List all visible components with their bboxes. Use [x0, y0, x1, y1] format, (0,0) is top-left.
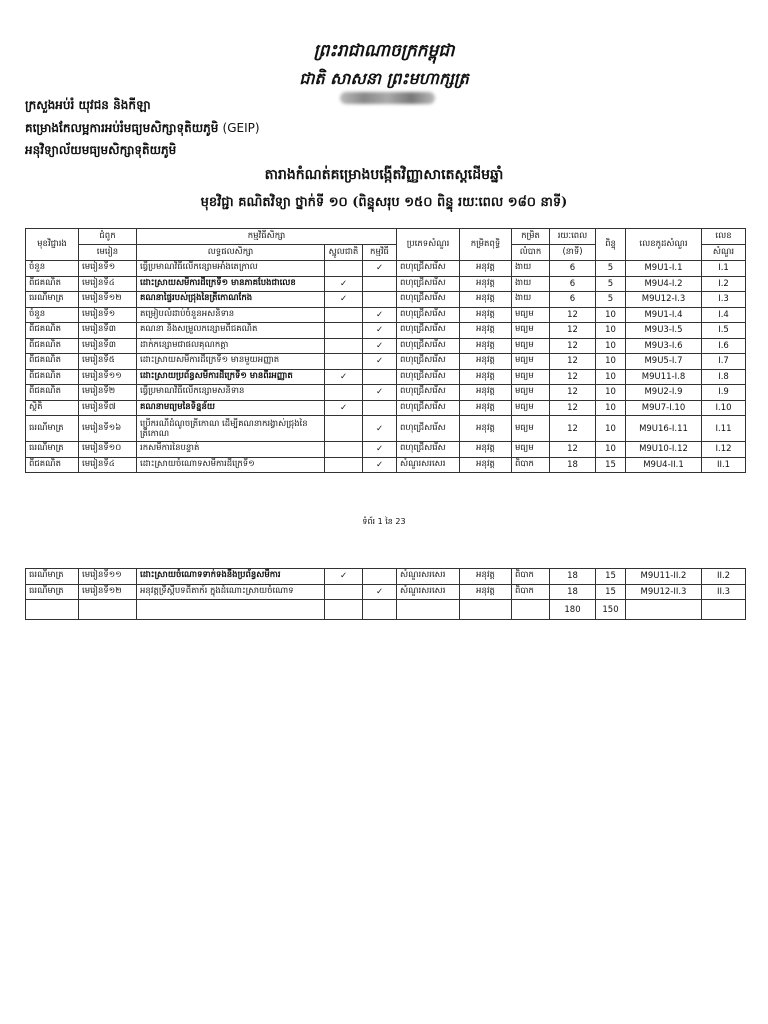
local-check-cell: [363, 276, 397, 292]
strand-cell: ពីជគណិត: [26, 276, 79, 292]
number-cell: I.6: [702, 338, 746, 354]
item-type-cell: ពហុជ្រើសរើស: [397, 416, 460, 442]
chapter-cell: មេរៀនទី៧: [79, 400, 137, 416]
local-check-cell: ✓: [363, 354, 397, 370]
table-row: [26, 457, 746, 473]
chapter-cell: មេរៀនទី៥: [79, 354, 137, 370]
school-name: អនុវិទ្យាល័យមធ្យមសិក្សាទុតិយភូមិ: [25, 143, 177, 157]
cognitive-cell: អនុវត្ត: [460, 457, 512, 473]
cognitive-cell: អនុវត្ត: [460, 276, 512, 292]
table-row: [26, 569, 746, 585]
number-cell: I.10: [702, 400, 746, 416]
difficulty-cell: មធ្យម: [512, 369, 550, 385]
local-check-cell: ✓: [363, 307, 397, 323]
header-number-question: សំណួរ: [702, 245, 746, 261]
header-time: រយៈពេល: [550, 229, 596, 245]
number-cell: I.3: [702, 292, 746, 308]
total-score-cell: 150: [596, 600, 626, 620]
strand-cell: ស្ថិតិ: [26, 400, 79, 416]
chapter-cell: មេរៀនទី៣: [79, 338, 137, 354]
outcome-cell: ដោះស្រាយចំណោទទាក់ទងនឹងប្រព័ន្ធសមីការ: [137, 569, 325, 585]
time-cell: 12: [550, 416, 596, 442]
outcome-cell: ប្រើករណីដំណូចត្រីកោណ ដើម្បីគណនាករង្វាស់ជ្រុងនៃត្រីកោណ: [137, 416, 325, 442]
score-cell: 15: [596, 569, 626, 585]
difficulty-cell: មធ្យម: [512, 307, 550, 323]
chapter-cell: មេរៀនទី១៦: [79, 416, 137, 442]
item-type-cell: ពហុជ្រើសរើស: [397, 338, 460, 354]
outcome-cell: ដាក់កន្សោមជាផលគុណកត្តា: [137, 338, 325, 354]
table-row: [26, 369, 746, 385]
difficulty-cell: មធ្យម: [512, 354, 550, 370]
code-cell: M9U16-I.11: [626, 416, 702, 442]
code-cell: M9U2-I.9: [626, 385, 702, 401]
outcome-cell: ដោះស្រាយសមីការដឺក្រេទី១ មានមួយអញ្ញាត: [137, 354, 325, 370]
code-cell: M9U1-I.1: [626, 261, 702, 277]
time-cell: 18: [550, 569, 596, 585]
header-time-unit: (នាទី): [550, 245, 596, 261]
time-cell: 12: [550, 385, 596, 401]
strand-cell: ធរណីមាត្រ: [26, 292, 79, 308]
cognitive-cell: អនុវត្ត: [460, 323, 512, 339]
core-check-cell: ✓: [325, 369, 363, 385]
header-item-type: ប្រភេទសំណួរ: [397, 229, 460, 261]
cognitive-cell: អនុវត្ត: [460, 354, 512, 370]
number-cell: II.1: [702, 457, 746, 473]
decorative-divider: [340, 92, 435, 104]
header-difficulty-level: លំបាក: [512, 245, 550, 261]
number-cell: I.12: [702, 442, 746, 458]
outcome-cell: ដោះស្រាយប្រព័ន្ធសមីការដឺក្រេទី១ មានពីរអញ្ញាត: [137, 369, 325, 385]
item-type-cell: សំណួរសរសេរ: [397, 457, 460, 473]
local-check-cell: [363, 400, 397, 416]
table-header-row: [26, 229, 746, 245]
local-check-cell: ✓: [363, 442, 397, 458]
cognitive-cell: អនុវត្ត: [460, 584, 512, 600]
number-cell: I.7: [702, 354, 746, 370]
time-cell: 6: [550, 261, 596, 277]
local-check-cell: [363, 292, 397, 308]
total-time-cell: 180: [550, 600, 596, 620]
test-blueprint-table: [25, 228, 746, 473]
strand-cell: ពីជគណិត: [26, 385, 79, 401]
core-check-cell: [325, 457, 363, 473]
kingdom-title: ព្រះរាជាណាចក្រកម្ពុជា: [313, 41, 455, 61]
header-code: លេខកូដសំណួរ: [626, 229, 702, 261]
cognitive-cell: អនុវត្ត: [460, 338, 512, 354]
difficulty-cell: មធ្យម: [512, 442, 550, 458]
header-strand: មុខវិជ្ជារង: [26, 229, 79, 261]
score-cell: 10: [596, 338, 626, 354]
cognitive-cell: អនុវត្ត: [460, 442, 512, 458]
table-row: [26, 416, 746, 442]
empty-cell: [26, 600, 79, 620]
strand-cell: ពីជគណិត: [26, 323, 79, 339]
difficulty-cell: មធ្យម: [512, 416, 550, 442]
core-check-cell: [325, 323, 363, 339]
number-cell: I.2: [702, 276, 746, 292]
header-core: ស្នូលជាតិ: [325, 245, 363, 261]
code-cell: M9U4-II.1: [626, 457, 702, 473]
item-type-cell: ពហុជ្រើសរើស: [397, 442, 460, 458]
core-check-cell: ✓: [325, 400, 363, 416]
score-cell: 10: [596, 369, 626, 385]
item-type-cell: ពហុជ្រើសរើស: [397, 323, 460, 339]
cognitive-cell: អនុវត្ត: [460, 569, 512, 585]
outcome-cell: ដោះស្រាយសមីការដឺក្រេទី១ មានភាគបែងជាលេខ: [137, 276, 325, 292]
core-check-cell: ✓: [325, 292, 363, 308]
empty-cell: [702, 600, 746, 620]
item-type-cell: ពហុជ្រើសរើស: [397, 292, 460, 308]
strand-cell: ពីជគណិត: [26, 369, 79, 385]
local-check-cell: ✓: [363, 416, 397, 442]
cognitive-cell: អនុវត្ត: [460, 416, 512, 442]
chapter-cell: មេរៀនទី២: [79, 385, 137, 401]
table-row: [26, 584, 746, 600]
item-type-cell: ពហុជ្រើសរើស: [397, 369, 460, 385]
code-cell: M9U3-I.5: [626, 323, 702, 339]
item-type-cell: ពហុជ្រើសរើស: [397, 400, 460, 416]
page-number: ទំព័រ 1 នៃ 23: [362, 517, 406, 526]
empty-cell: [460, 600, 512, 620]
chapter-cell: មេរៀនទី១: [79, 307, 137, 323]
table-title: តារាងកំណត់គម្រោងបង្កើតវិញ្ញាសាតេស្តដើមឆ្នាំ: [264, 167, 504, 183]
number-cell: I.5: [702, 323, 746, 339]
core-check-cell: [325, 385, 363, 401]
core-check-cell: [325, 354, 363, 370]
table-row: [26, 400, 746, 416]
time-cell: 12: [550, 338, 596, 354]
header-curriculum: កម្មវិធីសិក្សា: [137, 229, 397, 245]
score-cell: 5: [596, 261, 626, 277]
strand-cell: ចំនួន: [26, 261, 79, 277]
header-chapter-lesson: មេរៀន: [79, 245, 137, 261]
cognitive-cell: អនុវត្ត: [460, 307, 512, 323]
number-cell: I.9: [702, 385, 746, 401]
totals-row: [26, 600, 746, 620]
time-cell: 12: [550, 323, 596, 339]
strand-cell: ពីជគណិត: [26, 338, 79, 354]
score-cell: 15: [596, 584, 626, 600]
strand-cell: ពីជគណិត: [26, 354, 79, 370]
time-cell: 6: [550, 292, 596, 308]
core-check-cell: [325, 338, 363, 354]
core-check-cell: [325, 307, 363, 323]
outcome-cell: ធ្វើប្រមាណវិធីលើកន្សោមសនិទាន: [137, 385, 325, 401]
project-name-text: គម្រោងកែលម្អការអប់រំមធ្យមសិក្សាទុតិយភូមិ: [25, 121, 219, 135]
item-type-cell: សំណួរសរសេរ: [397, 584, 460, 600]
time-cell: 12: [550, 442, 596, 458]
table-body-continued: [26, 569, 746, 620]
time-cell: 12: [550, 354, 596, 370]
item-type-cell: ពហុជ្រើសរើស: [397, 276, 460, 292]
table-row: [26, 307, 746, 323]
score-cell: 10: [596, 416, 626, 442]
cognitive-cell: អនុវត្ត: [460, 261, 512, 277]
table-row: [26, 442, 746, 458]
difficulty-cell: មធ្យម: [512, 338, 550, 354]
test-blueprint-table-continued: [25, 568, 746, 620]
difficulty-cell: ងាយ: [512, 261, 550, 277]
empty-cell: [363, 600, 397, 620]
code-cell: M9U1-I.4: [626, 307, 702, 323]
strand-cell: ធរណីមាត្រ: [26, 569, 79, 585]
table-row: [26, 354, 746, 370]
empty-cell: [137, 600, 325, 620]
ministry-name: ក្រសួងអប់រំ យុវជន និងកីឡា: [25, 98, 151, 112]
code-cell: M9U11-I.8: [626, 369, 702, 385]
outcome-cell: គណនាមធ្យមនៃទិន្នន័យ: [137, 400, 325, 416]
header-difficulty: កម្រិត: [512, 229, 550, 245]
core-check-cell: [325, 261, 363, 277]
chapter-cell: មេរៀនទី១២: [79, 292, 137, 308]
empty-cell: [397, 600, 460, 620]
outcome-cell: តម្រៀបលំដាប់ចំនួនអសនិទាន: [137, 307, 325, 323]
local-check-cell: ✓: [363, 457, 397, 473]
time-cell: 12: [550, 400, 596, 416]
code-cell: M9U3-I.6: [626, 338, 702, 354]
score-cell: 10: [596, 307, 626, 323]
local-check-cell: [363, 369, 397, 385]
header-number: លេខ: [702, 229, 746, 245]
difficulty-cell: មធ្យម: [512, 323, 550, 339]
difficulty-cell: មធ្យម: [512, 400, 550, 416]
local-check-cell: ✓: [363, 385, 397, 401]
chapter-cell: មេរៀនទី១១: [79, 369, 137, 385]
local-check-cell: ✓: [363, 584, 397, 600]
strand-cell: ធរណីមាត្រ: [26, 584, 79, 600]
outcome-cell: គណនាផ្ទៃរបស់ជ្រុងនៃត្រីកោណកែង: [137, 292, 325, 308]
subject-line: មុខវិជ្ជា គណិតវិទ្យា ថ្នាក់ទី ១០ (ពិន្ទុសរុប ១៥០ ពិន្ទុ រយៈពេល ១៨០ នាទី): [200, 195, 568, 210]
empty-cell: [79, 600, 137, 620]
cognitive-cell: អនុវត្ត: [460, 292, 512, 308]
score-cell: 10: [596, 385, 626, 401]
table-row: [26, 292, 746, 308]
code-cell: M9U12-I.3: [626, 292, 702, 308]
core-check-cell: ✓: [325, 569, 363, 585]
item-type-cell: សំណួរសរសេរ: [397, 569, 460, 585]
chapter-cell: មេរៀនទី៣: [79, 323, 137, 339]
header-score: ពិន្ទុ: [596, 229, 626, 261]
project-name: [25, 120, 260, 138]
code-cell: M9U4-I.2: [626, 276, 702, 292]
local-check-cell: ✓: [363, 261, 397, 277]
code-cell: M9U11-II.2: [626, 569, 702, 585]
number-cell: I.4: [702, 307, 746, 323]
table-row: [26, 323, 746, 339]
difficulty-cell: ងាយ: [512, 276, 550, 292]
outcome-cell: រកសមីការនៃបន្ទាត់: [137, 442, 325, 458]
item-type-cell: ពហុជ្រើសរើស: [397, 354, 460, 370]
empty-cell: [512, 600, 550, 620]
item-type-cell: ពហុជ្រើសរើស: [397, 307, 460, 323]
table-row: [26, 338, 746, 354]
table-body: [26, 229, 746, 473]
code-cell: M9U10-I.12: [626, 442, 702, 458]
time-cell: 18: [550, 584, 596, 600]
score-cell: 10: [596, 354, 626, 370]
core-check-cell: [325, 442, 363, 458]
table-row: [26, 261, 746, 277]
time-cell: 18: [550, 457, 596, 473]
time-cell: 12: [550, 307, 596, 323]
project-code: (GEIP): [222, 121, 260, 135]
core-check-cell: ✓: [325, 276, 363, 292]
core-check-cell: [325, 584, 363, 600]
cognitive-cell: អនុវត្ត: [460, 385, 512, 401]
code-cell: M9U7-I.10: [626, 400, 702, 416]
score-cell: 15: [596, 457, 626, 473]
empty-cell: [325, 600, 363, 620]
national-motto: ជាតិ សាសនា ព្រះមហាក្សត្រ: [299, 69, 469, 88]
local-check-cell: ✓: [363, 323, 397, 339]
score-cell: 10: [596, 323, 626, 339]
score-cell: 5: [596, 276, 626, 292]
strand-cell: ចំនួន: [26, 307, 79, 323]
chapter-cell: មេរៀនទី១: [79, 261, 137, 277]
code-cell: M9U12-II.3: [626, 584, 702, 600]
local-check-cell: [363, 569, 397, 585]
difficulty-cell: ងាយ: [512, 292, 550, 308]
table-row: [26, 385, 746, 401]
header-outcome: លទ្ធផលសិក្សា: [137, 245, 325, 261]
outcome-cell: អនុវត្តទ្រឹស្តីបទពីតាក័រ ក្នុងដំណោះស្រាយចំណោទ: [137, 584, 325, 600]
outcome-cell: ដោះស្រាយចំណោទសមីការដឺក្រេទី១: [137, 457, 325, 473]
header-local: កម្មវិធី: [363, 245, 397, 261]
number-cell: I.11: [702, 416, 746, 442]
number-cell: II.2: [702, 569, 746, 585]
score-cell: 5: [596, 292, 626, 308]
number-cell: II.3: [702, 584, 746, 600]
outcome-cell: ធ្វើប្រមាណវិធីលើកន្សោមអាំងតេក្រាល: [137, 261, 325, 277]
chapter-cell: មេរៀនទី៤: [79, 276, 137, 292]
time-cell: 6: [550, 276, 596, 292]
score-cell: 10: [596, 442, 626, 458]
cognitive-cell: អនុវត្ត: [460, 369, 512, 385]
difficulty-cell: ពិបាក: [512, 569, 550, 585]
code-cell: M9U5-I.7: [626, 354, 702, 370]
difficulty-cell: ពិបាក: [512, 584, 550, 600]
difficulty-cell: មធ្យម: [512, 385, 550, 401]
core-check-cell: [325, 416, 363, 442]
number-cell: I.1: [702, 261, 746, 277]
number-cell: I.8: [702, 369, 746, 385]
strand-cell: ធរណីមាត្រ: [26, 442, 79, 458]
strand-cell: ធរណីមាត្រ: [26, 416, 79, 442]
score-cell: 10: [596, 400, 626, 416]
header-cognitive: កម្រិតពុទ្ធិ: [460, 229, 512, 261]
table-row: [26, 276, 746, 292]
empty-cell: [626, 600, 702, 620]
chapter-cell: មេរៀនទី១២: [79, 584, 137, 600]
item-type-cell: ពហុជ្រើសរើស: [397, 261, 460, 277]
cognitive-cell: អនុវត្ត: [460, 400, 512, 416]
chapter-cell: មេរៀនទី១១: [79, 569, 137, 585]
strand-cell: ពីជគណិត: [26, 457, 79, 473]
chapter-cell: មេរៀនទី៤: [79, 457, 137, 473]
item-type-cell: ពហុជ្រើសរើស: [397, 385, 460, 401]
chapter-cell: មេរៀនទី១០: [79, 442, 137, 458]
outcome-cell: គណនា និងសម្រួលកន្សោមពីជគណិត: [137, 323, 325, 339]
difficulty-cell: ពិបាក: [512, 457, 550, 473]
header-chapter: ជំពូក: [79, 229, 137, 245]
time-cell: 12: [550, 369, 596, 385]
local-check-cell: ✓: [363, 338, 397, 354]
